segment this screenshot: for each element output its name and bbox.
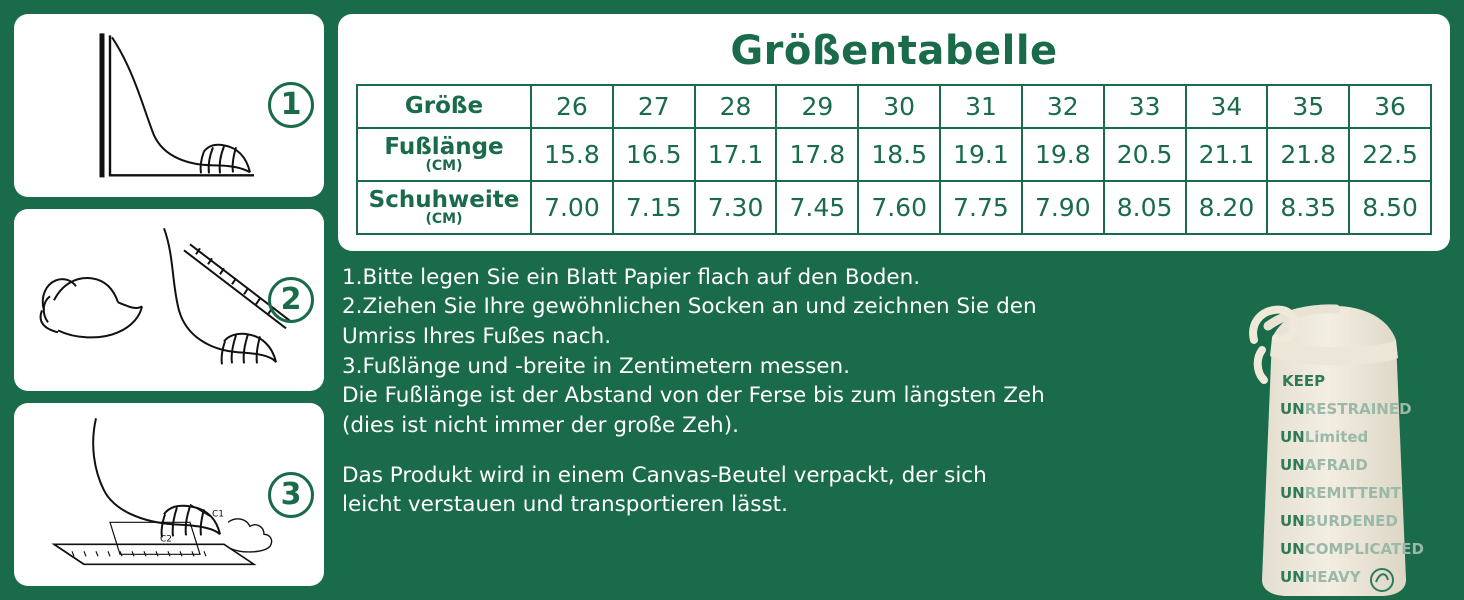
cell: 18.5	[858, 128, 940, 181]
cell: 17.8	[776, 128, 858, 181]
step-number-1: 1	[268, 82, 314, 128]
table-row	[357, 85, 1431, 128]
cell: 8.35	[1267, 181, 1349, 234]
cell: 36	[1349, 85, 1431, 128]
svg-text:C2: C2	[160, 534, 173, 545]
cell: 7.90	[1022, 181, 1104, 234]
bag-word-1: UNRESTRAINED	[1280, 400, 1412, 418]
cell: 19.8	[1022, 128, 1104, 181]
cell: 7.30	[695, 181, 777, 234]
row-label-shoe-width: Schuhweite (CM)	[357, 181, 531, 234]
cell: 17.1	[695, 128, 777, 181]
bag-word-4: UNREMITTENT	[1280, 484, 1401, 502]
instruction-line-5: Die Fußlänge ist der Abstand von der Ferse bis zum längsten Zeh	[342, 383, 1045, 409]
cell: 7.60	[858, 181, 940, 234]
cell: 33	[1104, 85, 1186, 128]
size-chart-card	[338, 14, 1450, 251]
step-card-2	[14, 209, 324, 392]
row-label-foot-length: Fußlänge (CM)	[357, 128, 531, 181]
cell: 30	[858, 85, 940, 128]
cell: 8.20	[1186, 181, 1268, 234]
bag-word-5: UNBURDENED	[1280, 512, 1398, 530]
step-card-1	[14, 14, 324, 197]
bag-word-3: UNAFRAID	[1280, 456, 1368, 474]
size-chart-title: Größentabelle	[730, 28, 1058, 74]
table-row	[357, 181, 1431, 234]
step-illustrations-column	[14, 14, 324, 586]
instruction-line-7: Das Produkt wird in einem Canvas-Beutel verpackt, der sich	[342, 462, 987, 488]
bag-word-7: UNHEAVY	[1280, 568, 1361, 586]
instruction-line-1: 1.Bitte legen Sie ein Blatt Papier flach auf den Boden.	[342, 264, 921, 290]
row-unit: (CM)	[425, 158, 463, 175]
cell: 7.45	[776, 181, 858, 234]
cell: 20.5	[1104, 128, 1186, 181]
cell: 35	[1267, 85, 1349, 128]
cell: 16.5	[613, 128, 695, 181]
cell: 27	[613, 85, 695, 128]
cell: 8.05	[1104, 181, 1186, 234]
bag-word-0: KEEP	[1282, 372, 1326, 390]
bag-word-2: UNLimited	[1280, 428, 1369, 446]
cell: 32	[1022, 85, 1104, 128]
cell: 7.15	[613, 181, 695, 234]
cell: 22.5	[1349, 128, 1431, 181]
bag-word-6: UNCOMPLICATED	[1280, 540, 1424, 558]
instruction-line-4: 3.Fußlänge und -breite in Zentimetern messen.	[342, 353, 850, 379]
cell: 8.50	[1349, 181, 1431, 234]
cell: 26	[531, 85, 613, 128]
size-chart-table	[356, 84, 1432, 235]
svg-text:C1: C1	[212, 509, 225, 520]
cell: 7.00	[531, 181, 613, 234]
canvas-bag-icon	[1210, 280, 1450, 600]
cell: 34	[1186, 85, 1268, 128]
instruction-line-3: Umriss Ihres Fußes nach.	[342, 323, 612, 349]
step-number-2: 2	[268, 277, 314, 323]
canvas-bag-illustration	[1210, 261, 1450, 586]
cell: 29	[776, 85, 858, 128]
row-label-size: Größe	[357, 85, 531, 128]
cell: 21.8	[1267, 128, 1349, 181]
cell: 28	[695, 85, 777, 128]
instructions-section	[338, 261, 1450, 586]
content-column	[338, 14, 1450, 586]
step-card-3	[14, 403, 324, 586]
step-number-3: 3	[268, 472, 314, 518]
row-unit: (CM)	[425, 210, 463, 227]
cell: 19.1	[940, 128, 1022, 181]
instructions-text	[338, 261, 1202, 586]
instruction-line-2: 2.Ziehen Sie Ihre gewöhnlichen Socken an und zeichnen Sie den	[342, 294, 1037, 320]
cell: 15.8	[531, 128, 613, 181]
paragraph-spacer	[342, 441, 1202, 461]
cell: 31	[940, 85, 1022, 128]
cell: 7.75	[940, 181, 1022, 234]
table-row	[357, 128, 1431, 181]
instruction-line-6: (dies ist nicht immer der große Zeh).	[342, 412, 739, 438]
cell: 21.1	[1186, 128, 1268, 181]
instruction-line-8: leicht verstauen und transportieren lässt.	[342, 492, 788, 518]
